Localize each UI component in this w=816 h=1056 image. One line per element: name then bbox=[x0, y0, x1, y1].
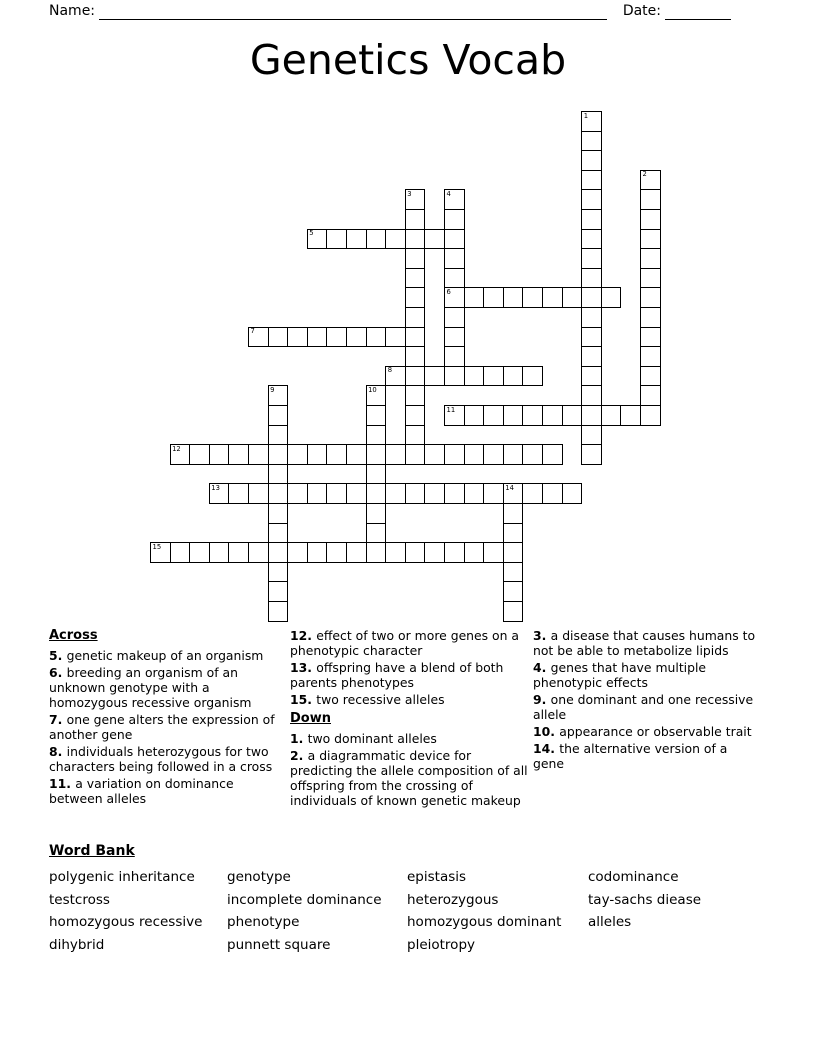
grid-cell bbox=[640, 287, 661, 308]
grid-cell bbox=[581, 405, 602, 426]
grid-cell bbox=[366, 483, 387, 504]
grid-cell bbox=[366, 464, 387, 485]
word-bank-column-4 bbox=[588, 869, 701, 937]
grid-cell bbox=[405, 385, 426, 406]
grid-cell bbox=[268, 581, 289, 602]
grid-cell bbox=[522, 483, 543, 504]
grid-cell-number: 15 bbox=[152, 542, 162, 551]
grid-cell bbox=[640, 189, 661, 210]
name-label: Name: bbox=[49, 3, 96, 19]
grid-cell bbox=[640, 209, 661, 230]
grid-cell bbox=[170, 444, 191, 465]
grid-cell-number: 2 bbox=[642, 170, 647, 179]
grid-cell bbox=[601, 405, 622, 426]
clue-item: 4. genes that have multiple phenotypic effects bbox=[533, 660, 707, 690]
grid-cell bbox=[444, 405, 465, 426]
grid-cell bbox=[581, 366, 602, 387]
grid-cell bbox=[326, 327, 347, 348]
clues-column-down bbox=[533, 628, 761, 773]
grid-cell bbox=[287, 327, 308, 348]
grid-cell bbox=[346, 542, 367, 563]
grid-cell bbox=[503, 581, 524, 602]
clue-number: 12. bbox=[290, 628, 317, 643]
word-bank-item: heterozygous bbox=[407, 891, 499, 908]
grid-cell bbox=[268, 483, 289, 504]
grid-cell bbox=[640, 385, 661, 406]
grid-cell bbox=[483, 542, 504, 563]
grid-cell bbox=[424, 483, 445, 504]
grid-cell-number: 9 bbox=[270, 385, 275, 394]
grid-cell bbox=[562, 483, 583, 504]
grid-cell bbox=[424, 229, 445, 250]
grid-cell bbox=[483, 483, 504, 504]
grid-cell bbox=[405, 189, 426, 210]
grid-cell-number: 6 bbox=[446, 287, 451, 296]
grid-cell-number: 10 bbox=[368, 385, 377, 394]
grid-cell bbox=[444, 189, 465, 210]
clue-number: 14. bbox=[533, 741, 560, 756]
grid-cell bbox=[385, 444, 406, 465]
grid-cell-number: 5 bbox=[309, 229, 314, 238]
word-bank-item: dihybrid bbox=[49, 937, 105, 954]
grid-cell bbox=[405, 425, 426, 446]
grid-cell bbox=[346, 229, 367, 250]
word-bank-item: punnett square bbox=[227, 937, 331, 954]
grid-cell bbox=[385, 229, 406, 250]
grid-cell bbox=[307, 229, 328, 250]
grid-cell bbox=[503, 287, 524, 308]
clue-number: 11. bbox=[49, 776, 76, 791]
grid-cell-number: 1 bbox=[583, 111, 589, 120]
clue-item: 10. appearance or observable trait bbox=[533, 724, 752, 739]
grid-cell bbox=[581, 150, 602, 171]
clues-column-middle bbox=[290, 628, 530, 810]
grid-cell bbox=[483, 287, 504, 308]
clue-item: 9. one dominant and one recessive allele bbox=[533, 692, 754, 722]
grid-cell bbox=[562, 405, 583, 426]
word-bank-item: tay-sachs diease bbox=[588, 891, 702, 908]
grid-cell bbox=[268, 601, 289, 622]
grid-cell bbox=[405, 346, 426, 367]
grid-cell bbox=[581, 229, 602, 250]
clues-heading: Down bbox=[290, 711, 331, 726]
word-bank-column-1 bbox=[49, 869, 202, 960]
grid-cell bbox=[385, 542, 406, 563]
grid-cell bbox=[366, 385, 387, 406]
grid-cell bbox=[464, 405, 485, 426]
grid-cell bbox=[405, 444, 426, 465]
grid-cell bbox=[542, 405, 563, 426]
grid-cell bbox=[366, 503, 387, 524]
grid-cell bbox=[405, 542, 426, 563]
grid-cell bbox=[542, 444, 563, 465]
word-bank-item: testcross bbox=[49, 891, 110, 908]
grid-cell bbox=[620, 405, 641, 426]
date-blank-line bbox=[665, 3, 731, 20]
grid-cell bbox=[228, 444, 249, 465]
grid-cell bbox=[581, 209, 602, 230]
grid-cell bbox=[405, 366, 426, 387]
grid-cell bbox=[503, 444, 524, 465]
grid-cell bbox=[405, 405, 426, 426]
grid-cell bbox=[405, 248, 426, 269]
grid-cell bbox=[444, 248, 465, 269]
word-bank-item: pleiotropy bbox=[407, 937, 476, 954]
grid-cell bbox=[405, 327, 426, 348]
clue-item: 1. two dominant alleles bbox=[290, 731, 437, 746]
grid-cell bbox=[444, 346, 465, 367]
grid-cell bbox=[581, 287, 602, 308]
word-bank-item: alleles bbox=[588, 914, 632, 931]
grid-cell bbox=[189, 542, 210, 563]
grid-cell bbox=[307, 327, 328, 348]
grid-cell bbox=[464, 287, 485, 308]
word-bank-item: homozygous recessive bbox=[49, 914, 203, 931]
grid-cell bbox=[581, 189, 602, 210]
grid-cell bbox=[522, 366, 543, 387]
grid-cell bbox=[268, 503, 289, 524]
word-bank-heading: Word Bank bbox=[49, 843, 135, 859]
grid-cell bbox=[209, 483, 230, 504]
grid-cell bbox=[287, 483, 308, 504]
grid-cell bbox=[464, 542, 485, 563]
grid-cell bbox=[405, 268, 426, 289]
grid-cell bbox=[503, 562, 524, 583]
grid-cell bbox=[581, 346, 602, 367]
grid-cell bbox=[209, 444, 230, 465]
grid-cell bbox=[542, 483, 563, 504]
grid-cell bbox=[248, 483, 269, 504]
grid-cell bbox=[405, 483, 426, 504]
grid-cell bbox=[581, 170, 602, 191]
name-date-row bbox=[49, 2, 731, 20]
grid-cell bbox=[405, 287, 426, 308]
grid-cell-number: 3 bbox=[407, 189, 412, 198]
grid-cell bbox=[444, 287, 465, 308]
grid-cell bbox=[366, 444, 387, 465]
grid-cell bbox=[268, 405, 289, 426]
clue-number: 15. bbox=[290, 692, 317, 707]
clues-heading: Across bbox=[49, 628, 98, 643]
grid-cell bbox=[228, 483, 249, 504]
word-bank-item: homozygous dominant bbox=[407, 914, 562, 931]
word-bank-item: genotype bbox=[227, 869, 291, 885]
date-label: Date: bbox=[622, 3, 661, 19]
word-bank-item: polygenic inheritance bbox=[49, 869, 195, 885]
clue-item: 5. genetic makeup of an organism bbox=[49, 648, 264, 663]
grid-cell bbox=[268, 523, 289, 544]
grid-cell bbox=[326, 483, 347, 504]
grid-cell bbox=[640, 405, 661, 426]
grid-cell bbox=[268, 327, 289, 348]
grid-cell bbox=[503, 405, 524, 426]
crossword-grid bbox=[150, 111, 662, 623]
grid-cell-number: 7 bbox=[250, 327, 255, 336]
grid-cell bbox=[503, 483, 524, 504]
grid-cell bbox=[444, 229, 465, 250]
grid-cell bbox=[326, 542, 347, 563]
word-bank-section bbox=[49, 843, 769, 973]
word-bank-column-3 bbox=[407, 869, 561, 960]
grid-cell bbox=[581, 425, 602, 446]
grid-cell bbox=[581, 307, 602, 328]
grid-cell bbox=[366, 523, 387, 544]
clue-item: 7. one gene alters the expression of another gene bbox=[49, 712, 275, 742]
grid-cell-number: 8 bbox=[387, 366, 393, 375]
grid-cell bbox=[581, 444, 602, 465]
clues-column-across bbox=[49, 628, 282, 808]
grid-cell bbox=[444, 268, 465, 289]
grid-cell bbox=[464, 483, 485, 504]
grid-cell bbox=[601, 287, 622, 308]
word-bank-column-2 bbox=[227, 869, 382, 960]
clue-item: 13. offspring have a blend of both parents phenotypes bbox=[290, 660, 504, 690]
clue-number: 9. bbox=[533, 692, 551, 707]
grid-cell bbox=[503, 503, 524, 524]
grid-cell bbox=[366, 229, 387, 250]
clue-item: 15. two recessive alleles bbox=[290, 692, 445, 707]
grid-cell bbox=[522, 405, 543, 426]
grid-cell bbox=[640, 346, 661, 367]
grid-cell bbox=[150, 542, 171, 563]
grid-cell bbox=[385, 327, 406, 348]
grid-cell bbox=[581, 111, 602, 132]
name-blank-line bbox=[99, 3, 607, 20]
grid-cell bbox=[424, 542, 445, 563]
grid-cell bbox=[405, 307, 426, 328]
grid-cell bbox=[268, 444, 289, 465]
grid-cell bbox=[268, 464, 289, 485]
clue-number: 6. bbox=[49, 665, 67, 680]
grid-cell bbox=[581, 327, 602, 348]
grid-cell bbox=[248, 444, 269, 465]
grid-cell bbox=[562, 287, 583, 308]
grid-cell bbox=[444, 444, 465, 465]
grid-cell bbox=[483, 366, 504, 387]
clue-number: 10. bbox=[533, 724, 560, 739]
grid-cell bbox=[346, 444, 367, 465]
clue-number: 8. bbox=[49, 744, 67, 759]
grid-cell bbox=[522, 287, 543, 308]
grid-cell bbox=[483, 405, 504, 426]
grid-cell bbox=[385, 366, 406, 387]
grid-cell bbox=[268, 562, 289, 583]
grid-cell bbox=[366, 425, 387, 446]
grid-cell bbox=[366, 405, 387, 426]
grid-cell bbox=[640, 229, 661, 250]
grid-cell bbox=[640, 307, 661, 328]
grid-cell bbox=[326, 444, 347, 465]
grid-cell bbox=[503, 601, 524, 622]
word-bank-item: epistasis bbox=[407, 869, 467, 885]
grid-cell bbox=[503, 523, 524, 544]
clue-item: 3. a disease that causes humans to not be able to metabolize lipids bbox=[533, 628, 756, 658]
clue-number: 7. bbox=[49, 712, 67, 727]
grid-cell bbox=[464, 444, 485, 465]
grid-cell bbox=[444, 327, 465, 348]
word-bank-item: phenotype bbox=[227, 914, 300, 931]
grid-cell bbox=[444, 209, 465, 230]
grid-cell bbox=[444, 366, 465, 387]
clue-number: 1. bbox=[290, 731, 308, 746]
grid-cell bbox=[640, 170, 661, 191]
grid-cell-number: 4 bbox=[446, 189, 451, 198]
clue-item: 2. a diagrammatic device for predicting the allele composition of all offspring from the crossing of individuals of known genetic makeup bbox=[290, 748, 528, 808]
grid-cell bbox=[444, 307, 465, 328]
grid-cell bbox=[346, 483, 367, 504]
grid-cell-number: 12 bbox=[172, 444, 181, 453]
clue-item: 8. individuals heterozygous for two characters being followed in a cross bbox=[49, 744, 273, 774]
grid-cell bbox=[581, 248, 602, 269]
grid-cell bbox=[483, 444, 504, 465]
grid-cell bbox=[444, 483, 465, 504]
grid-cell bbox=[248, 327, 269, 348]
grid-cell bbox=[640, 366, 661, 387]
clue-item: 12. effect of two or more genes on a phenotypic character bbox=[290, 628, 520, 658]
clue-item: 14. the alternative version of a gene bbox=[533, 741, 728, 771]
grid-cell bbox=[287, 444, 308, 465]
grid-cell-number: 14 bbox=[505, 483, 514, 492]
grid-cell bbox=[581, 385, 602, 406]
grid-cell bbox=[424, 366, 445, 387]
word-bank-item: codominance bbox=[588, 869, 679, 885]
clue-number: 5. bbox=[49, 648, 67, 663]
clue-number: 3. bbox=[533, 628, 551, 643]
clue-item: 6. breeding an organism of an unknown genotype with a homozygous recessive organism bbox=[49, 665, 252, 710]
grid-cell bbox=[287, 542, 308, 563]
grid-cell bbox=[228, 542, 249, 563]
grid-cell bbox=[268, 542, 289, 563]
grid-cell bbox=[189, 444, 210, 465]
clue-number: 13. bbox=[290, 660, 317, 675]
grid-cell bbox=[464, 366, 485, 387]
word-bank-item: incomplete dominance bbox=[227, 891, 382, 908]
clue-item: 11. a variation on dominance between alleles bbox=[49, 776, 234, 806]
grid-cell bbox=[581, 268, 602, 289]
grid-cell bbox=[268, 385, 289, 406]
grid-cell-number: 13 bbox=[211, 483, 220, 492]
grid-cell bbox=[405, 209, 426, 230]
clue-number: 2. bbox=[290, 748, 308, 763]
grid-cell bbox=[248, 542, 269, 563]
grid-cell bbox=[522, 444, 543, 465]
grid-cell bbox=[170, 542, 191, 563]
grid-cell bbox=[640, 268, 661, 289]
clue-number: 4. bbox=[533, 660, 551, 675]
grid-cell bbox=[268, 425, 289, 446]
grid-cell bbox=[326, 229, 347, 250]
grid-cell bbox=[503, 366, 524, 387]
grid-cell bbox=[307, 444, 328, 465]
grid-cell bbox=[424, 444, 445, 465]
grid-cell bbox=[640, 327, 661, 348]
grid-cell bbox=[366, 327, 387, 348]
grid-cell bbox=[542, 287, 563, 308]
page-title: Genetics Vocab bbox=[249, 36, 567, 84]
grid-cell bbox=[307, 542, 328, 563]
grid-cell bbox=[385, 483, 406, 504]
grid-cell-number: 11 bbox=[446, 405, 456, 414]
grid-cell bbox=[581, 131, 602, 152]
grid-cell bbox=[209, 542, 230, 563]
grid-cell bbox=[307, 483, 328, 504]
grid-cell bbox=[444, 542, 465, 563]
grid-cell bbox=[346, 327, 367, 348]
grid-cell bbox=[366, 542, 387, 563]
grid-cell bbox=[405, 229, 426, 250]
grid-cell bbox=[640, 248, 661, 269]
grid-cell bbox=[503, 542, 524, 563]
